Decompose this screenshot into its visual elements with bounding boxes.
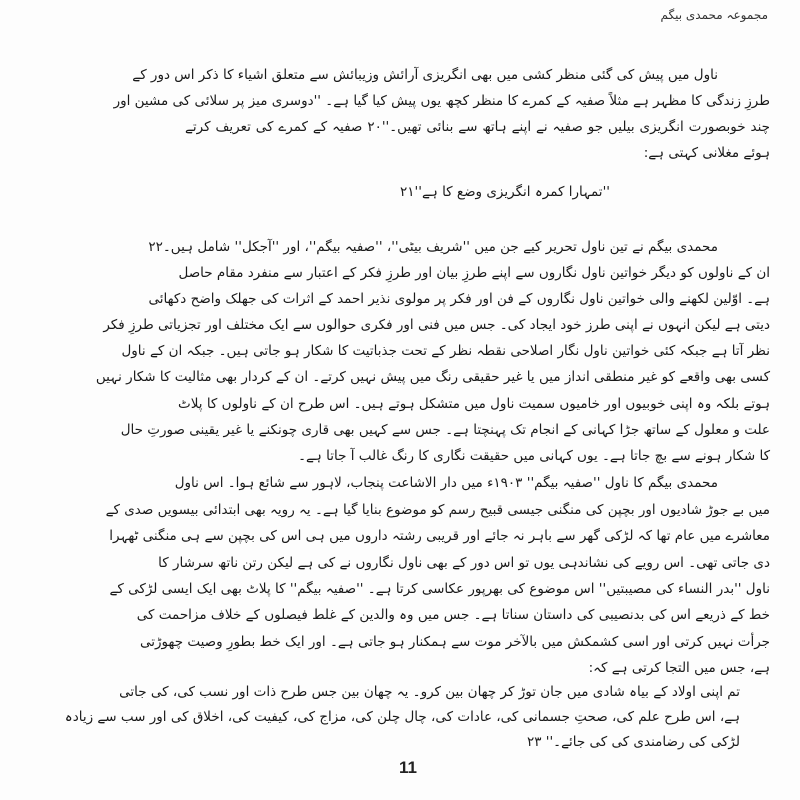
text-line: طرزِ زندگی کا مظہر ہے مثلاً صفیہ کے کمرے کا منظر کچھ یوں پیش کیا گیا ہے۔ ''دوسری میز پر سلائی کی مشین اور	[113, 93, 770, 109]
text-line: ہوئے مغلانی کہتی ہے:	[643, 145, 770, 161]
text-line: ہے، جس میں التجا کرتی ہے کہ:	[588, 660, 770, 676]
text-line: نظر آتا ہے جبکہ کئی خواتین ناول نگار اصلاحی نقطہ نظر کے تحت جذباتیت کا شکار ہو جاتی ہیں۔ جبکہ ان کے ناول	[121, 343, 770, 359]
quote-line: ہے، اس طرح علم کی، صحتِ جسمانی کی، عادات کی، چال چلن کی، مزاج کی، کیفیت کی، اخلاق کی اور سب سے زیادہ	[64, 709, 740, 725]
text-line: محمدی بیگم کا ناول ''صفیہ بیگم'' ۱۹۰۳ء میں دار الاشاعت پنجاب، لاہور سے شائع ہوا۔ اس ناول	[174, 475, 718, 491]
text-line: دی جاتی تھی۔ اس رویے کی نشاندہی یوں تو اس دور کے بھی ناول نگاروں نے کی ہے لیکن رتن ناتھ سرشار کا	[158, 555, 770, 571]
text-line: کا شکار ہونے سے بچ جاتا ہے۔ یوں کہانی میں حقیقت نگاری کا رنگ غالب آ جاتا ہے۔	[298, 448, 770, 464]
text-line: میں بے جوڑ شادیوں اور بچپن کی منگنی جیسی قبیح رسم کو موضوع بنایا گیا ہے۔ یہ رویہ بھی ابتدائی بیسویں صدی کے	[105, 502, 770, 518]
text-line: چند خوبصورت انگریزی بیلیں جو صفیہ نے اپنے ہاتھ سے بنائی تھیں۔''۲۰ صفیہ کے کمرے کی تعریف کرتے	[185, 119, 771, 135]
text-line: محمدی بیگم نے تین ناول تحریر کیے جن میں ''شریف بیٹی''، ''صفیہ بیگم''، اور ''آجکل'' شامل ہیں۔۲۲	[148, 239, 718, 255]
text-line: علت و معلول کے ساتھ جڑا کہانی کے انجام تک پہنچتا ہے۔ جس سے کہیں بھی قاری چونکنے یا غیر یقینی صورتِ حال	[120, 422, 770, 438]
text-line: جرأت نہیں کرتی اور اسی کشمکش میں بالآخر موت سے ہمکنار ہو جاتی ہے۔ اور ایک خط بطورِ وصیت چھوڑتی	[139, 634, 770, 650]
text-line: کسی بھی واقعے کو غیر منطقی انداز میں یا غیر حقیقی رنگ میں پیش نہیں کرتے۔ ان کے کردار بھی مثالیت کا شکار نہیں	[95, 369, 770, 385]
quote-line: ''تمہارا کمرہ انگریزی وضع کا ہے''۲۱	[400, 184, 610, 200]
running-header: مجموعہ محمدی بیگم	[660, 8, 768, 22]
quote-line: لڑکی کی رضامندی کی کی جائے۔'' ۲۳	[526, 734, 740, 750]
text-line: ہے۔ اوّلین لکھنے والی خواتین ناول نگاروں کے فن اور فکر پر مولوی نذیر احمد کے اثرات کی جھلک واضح دکھائی	[148, 291, 770, 307]
page-number: 11	[399, 758, 417, 777]
text-line: دیتی ہے لیکن انہوں نے اپنی طرز خود ایجاد کی۔ جس میں فنی اور فکری حوالوں سے ایک مختلف اور تجزیاتی طرزِ فکر	[103, 317, 770, 333]
text-line: خط کے ذریعے اس کی بدنصیبی کی داستان سناتا ہے۔ جس میں وہ والدین کے غلط فیصلوں کے خلاف مزاحمت کی	[136, 607, 770, 623]
text-line: معاشرے میں عام تھا کہ لڑکی گھر سے باہر نہ جائے اور قریبی رشتہ داروں میں ہی اس کی بچپن سے ہی منگنی ٹھہرا	[109, 528, 770, 544]
text-line: ان کے ناولوں کو دیگر خواتین ناول نگاروں سے اپنے طرزِ بیان اور طرزِ فکر کے اعتبار سے منفرد مقام حاصل	[178, 265, 770, 281]
quote-line: تم اپنی اولاد کے بیاہ شادی میں جان توڑ کر چھان بین کرو۔ یہ چھان بین جس طرح ذات اور نسب کی، کی جاتی	[119, 684, 740, 700]
text-line: ناول ''بدر النساء کی مصیبتیں'' اس موضوع کی بھرپور عکاسی کرتا ہے۔ ''صفیہ بیگم'' کا پلاٹ بھی ایک ایسی لڑکی کے	[109, 581, 770, 597]
text-line: ناول میں پیش کی گئی منظر کشی میں بھی انگریزی آرائش وزیبائش سے متعلق اشیاء کا ذکر اس دور کے	[132, 67, 718, 83]
text-line: ہوتے بلکہ وہ اپنی خوبیوں اور خامیوں سمیت ناول میں متشکل ہوتے ہیں۔ اس طرح ان کے ناولوں کا پلاٹ	[178, 396, 770, 412]
